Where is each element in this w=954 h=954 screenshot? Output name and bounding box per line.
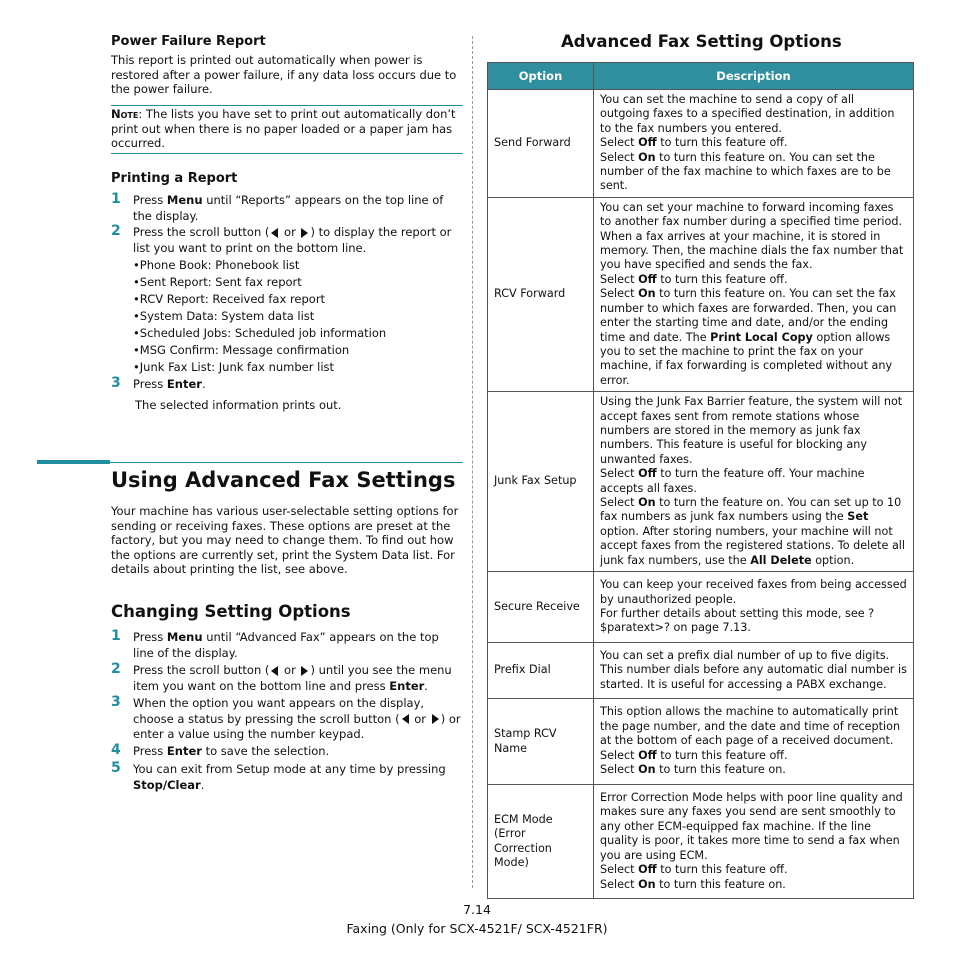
report-item: •Scheduled Jobs: Scheduled job information <box>133 326 387 340</box>
column-header-description: Description <box>594 63 914 90</box>
report-item: •MSG Confirm: Message confirmation <box>133 343 350 357</box>
note-bottom-rule <box>111 153 463 154</box>
table-row <box>488 699 914 785</box>
step-text: until “Reports” appears on the top line of the display. <box>133 193 444 223</box>
step-number: 5 <box>111 760 121 776</box>
scroll-left-icon <box>402 714 409 724</box>
scroll-left-icon <box>271 228 278 238</box>
step-number: 2 <box>111 661 121 677</box>
step-key: Enter <box>389 678 425 693</box>
option-cell: Send Forward <box>488 90 594 198</box>
step-text: until “Advanced Fax” appears on the top line of the display. <box>133 630 439 660</box>
scroll-right-icon <box>301 228 308 238</box>
step-text: or <box>280 663 300 677</box>
step-text: You can exit from Setup mode at any time by pressing <box>133 762 446 776</box>
changing-step-1 <box>133 630 463 661</box>
changing-step-4 <box>133 744 463 760</box>
column-divider <box>472 36 473 888</box>
table-row <box>488 785 914 899</box>
report-list <box>133 257 386 376</box>
description-cell: Using the Junk Fax Barrier feature, the system will not accept faxes sent from remote stations whose numbers are stored in the memory as junk fax numbers. This feature is useful for blocking any unwanted faxes. Select Off to turn the feature off. Your machine accepts all faxes. Select On to turn the feature on. You can set up to 10 fax numbers as junk fax numbers using the Set option. After storing numbers, your machine will not accept faxes from the registered stations. To delete all junk fax numbers, use the All Delete option. <box>594 392 914 572</box>
table-row <box>488 90 914 198</box>
note-label: Note <box>111 107 139 121</box>
section-accent-bar <box>37 460 110 464</box>
changing-step-3 <box>133 696 463 743</box>
step-text: to save the selection. <box>201 744 330 758</box>
description-cell: You can set a prefix dial number of up to five digits. This number dials before any automatic dial number is started. It is useful for accessing a PABX exchange. <box>594 643 914 699</box>
printing-step-3 <box>133 377 463 393</box>
printing-step-2 <box>133 225 463 256</box>
changing-step-5 <box>133 762 463 793</box>
step-text: . <box>200 777 205 792</box>
footer-title: Faxing (Only for SCX-4521F/ SCX-4521FR) <box>346 921 608 936</box>
note-text: : The lists you have set to print out automatically don’t print out when there is no paper loaded or a paper jam has occurred. <box>111 107 456 150</box>
step-text: ) to display the report or list you want to print on the bottom line. <box>133 225 452 255</box>
option-cell: Prefix Dial <box>488 643 594 699</box>
table-row <box>488 392 914 572</box>
step-text: When the option you want appears on the display, choose a status by pressing the scroll button ( <box>133 696 425 726</box>
option-cell: ECM Mode (Error Correction Mode) <box>488 785 594 899</box>
report-item: •Sent Report: Sent fax report <box>133 275 302 289</box>
step-text: Press the scroll button ( <box>133 663 270 677</box>
step-key: Menu <box>166 630 203 644</box>
report-item: •Junk Fax List: Junk fax number list <box>133 360 335 374</box>
option-cell: Stamp RCV Name <box>488 699 594 785</box>
report-item: •Phone Book: Phonebook list <box>133 258 300 272</box>
table-row <box>488 643 914 699</box>
printing-step-1 <box>133 193 463 224</box>
step-number: 1 <box>111 628 121 644</box>
step-text: Press the scroll button ( <box>133 225 270 239</box>
step-text: . <box>201 377 206 391</box>
power-failure-heading: Power Failure Report <box>111 34 266 49</box>
step-number: 3 <box>111 375 121 391</box>
report-item: •RCV Report: Received fax report <box>133 292 326 306</box>
table-header-row <box>488 63 914 90</box>
changing-step-2 <box>133 663 463 694</box>
fax-options-table <box>487 62 914 899</box>
report-item: •System Data: System data list <box>133 309 315 323</box>
step-key: Enter <box>166 744 202 758</box>
step-number: 3 <box>111 694 121 710</box>
scroll-right-icon <box>432 714 439 724</box>
step-text: or <box>280 225 300 239</box>
step-text: . <box>424 678 428 693</box>
description-cell: Error Correction Mode helps with poor line quality and makes sure any faxes you send are sent smoothly to any other ECM-equipped fax machine. If the line quality is poor, it takes more time to send a fax when you are using ECM. Select Off to turn this feature off. Select On to turn this feature on. <box>594 785 914 899</box>
option-cell: RCV Forward <box>488 197 594 391</box>
scroll-left-icon <box>271 666 278 676</box>
step-text: Press <box>133 377 167 391</box>
table-row <box>488 197 914 391</box>
printing-result: The selected information prints out. <box>135 398 342 412</box>
description-cell: This option allows the machine to automatically print the page number, and the date and time of reception at the bottom of each page of a received document. Select Off to turn this feature off. Select On to turn this feature on. <box>594 699 914 785</box>
section-title: Using Advanced Fax Settings <box>111 468 456 492</box>
note-block <box>111 107 463 151</box>
option-cell: Secure Receive <box>488 572 594 643</box>
option-cell: Junk Fax Setup <box>488 392 594 572</box>
description-cell: You can set your machine to forward incoming faxes to another fax number during a specified time period. When a fax arrives at your machine, it is stored in memory. Then, the machine dials the fax number that you have specified and sends the fax. Select Off to turn this feature off. Select On to turn this feature on. You can set the fax number to which faxes are forwarded. Then, you can enter the starting time and date, and/or the ending time and date. The Print Local Copy option allows you to set the machine to print the fax on your machine, if fax forwarding is completed without any error. <box>594 197 914 391</box>
step-key: Stop/Clear <box>133 777 201 792</box>
printing-heading: Printing a Report <box>111 171 238 186</box>
description-cell: You can set the machine to send a copy of all outgoing faxes to a specified destination, in addition to the fax numbers you entered. Select Off to turn this feature off. Select On to turn this feature on. You can set the number of the fax machine to which faxes are to be sent. <box>594 90 914 198</box>
step-key: Menu <box>166 193 203 207</box>
page-number: 7.14 <box>463 902 491 917</box>
table-heading: Advanced Fax Setting Options <box>561 32 842 51</box>
section-body: Your machine has various user-selectable setting options for sending or receiving faxes. These options are preset at the factory, but you may need to change them. To find out how the options are currently set, print the System Data list. For details about printing the list, see above. <box>111 504 459 576</box>
section-rule <box>110 462 463 463</box>
note-top-rule <box>111 105 463 106</box>
step-text: Press <box>133 744 167 758</box>
step-text: Press <box>133 630 167 644</box>
table-row <box>488 572 914 643</box>
step-text: Press <box>133 193 167 207</box>
description-cell: You can keep your received faxes from being accessed by unauthorized people. For further details about setting this mode, see ?$paratext>? on page 7.13. <box>594 572 914 643</box>
step-text: or <box>410 711 430 726</box>
step-text: ) until you see the menu item you want on the bottom line and press <box>133 663 452 693</box>
column-header-option: Option <box>488 63 594 90</box>
power-failure-body: This report is printed out automatically when power is restored after a power failure, if any data loss occurs due to the power failure. <box>111 53 457 96</box>
step-number: 1 <box>111 191 121 207</box>
step-text: ) or enter a value using the number keypad. <box>133 711 461 741</box>
scroll-right-icon <box>301 666 308 676</box>
step-key: Enter <box>166 377 202 391</box>
step-number: 4 <box>111 742 121 758</box>
changing-heading: Changing Setting Options <box>111 602 351 621</box>
step-number: 2 <box>111 223 121 239</box>
